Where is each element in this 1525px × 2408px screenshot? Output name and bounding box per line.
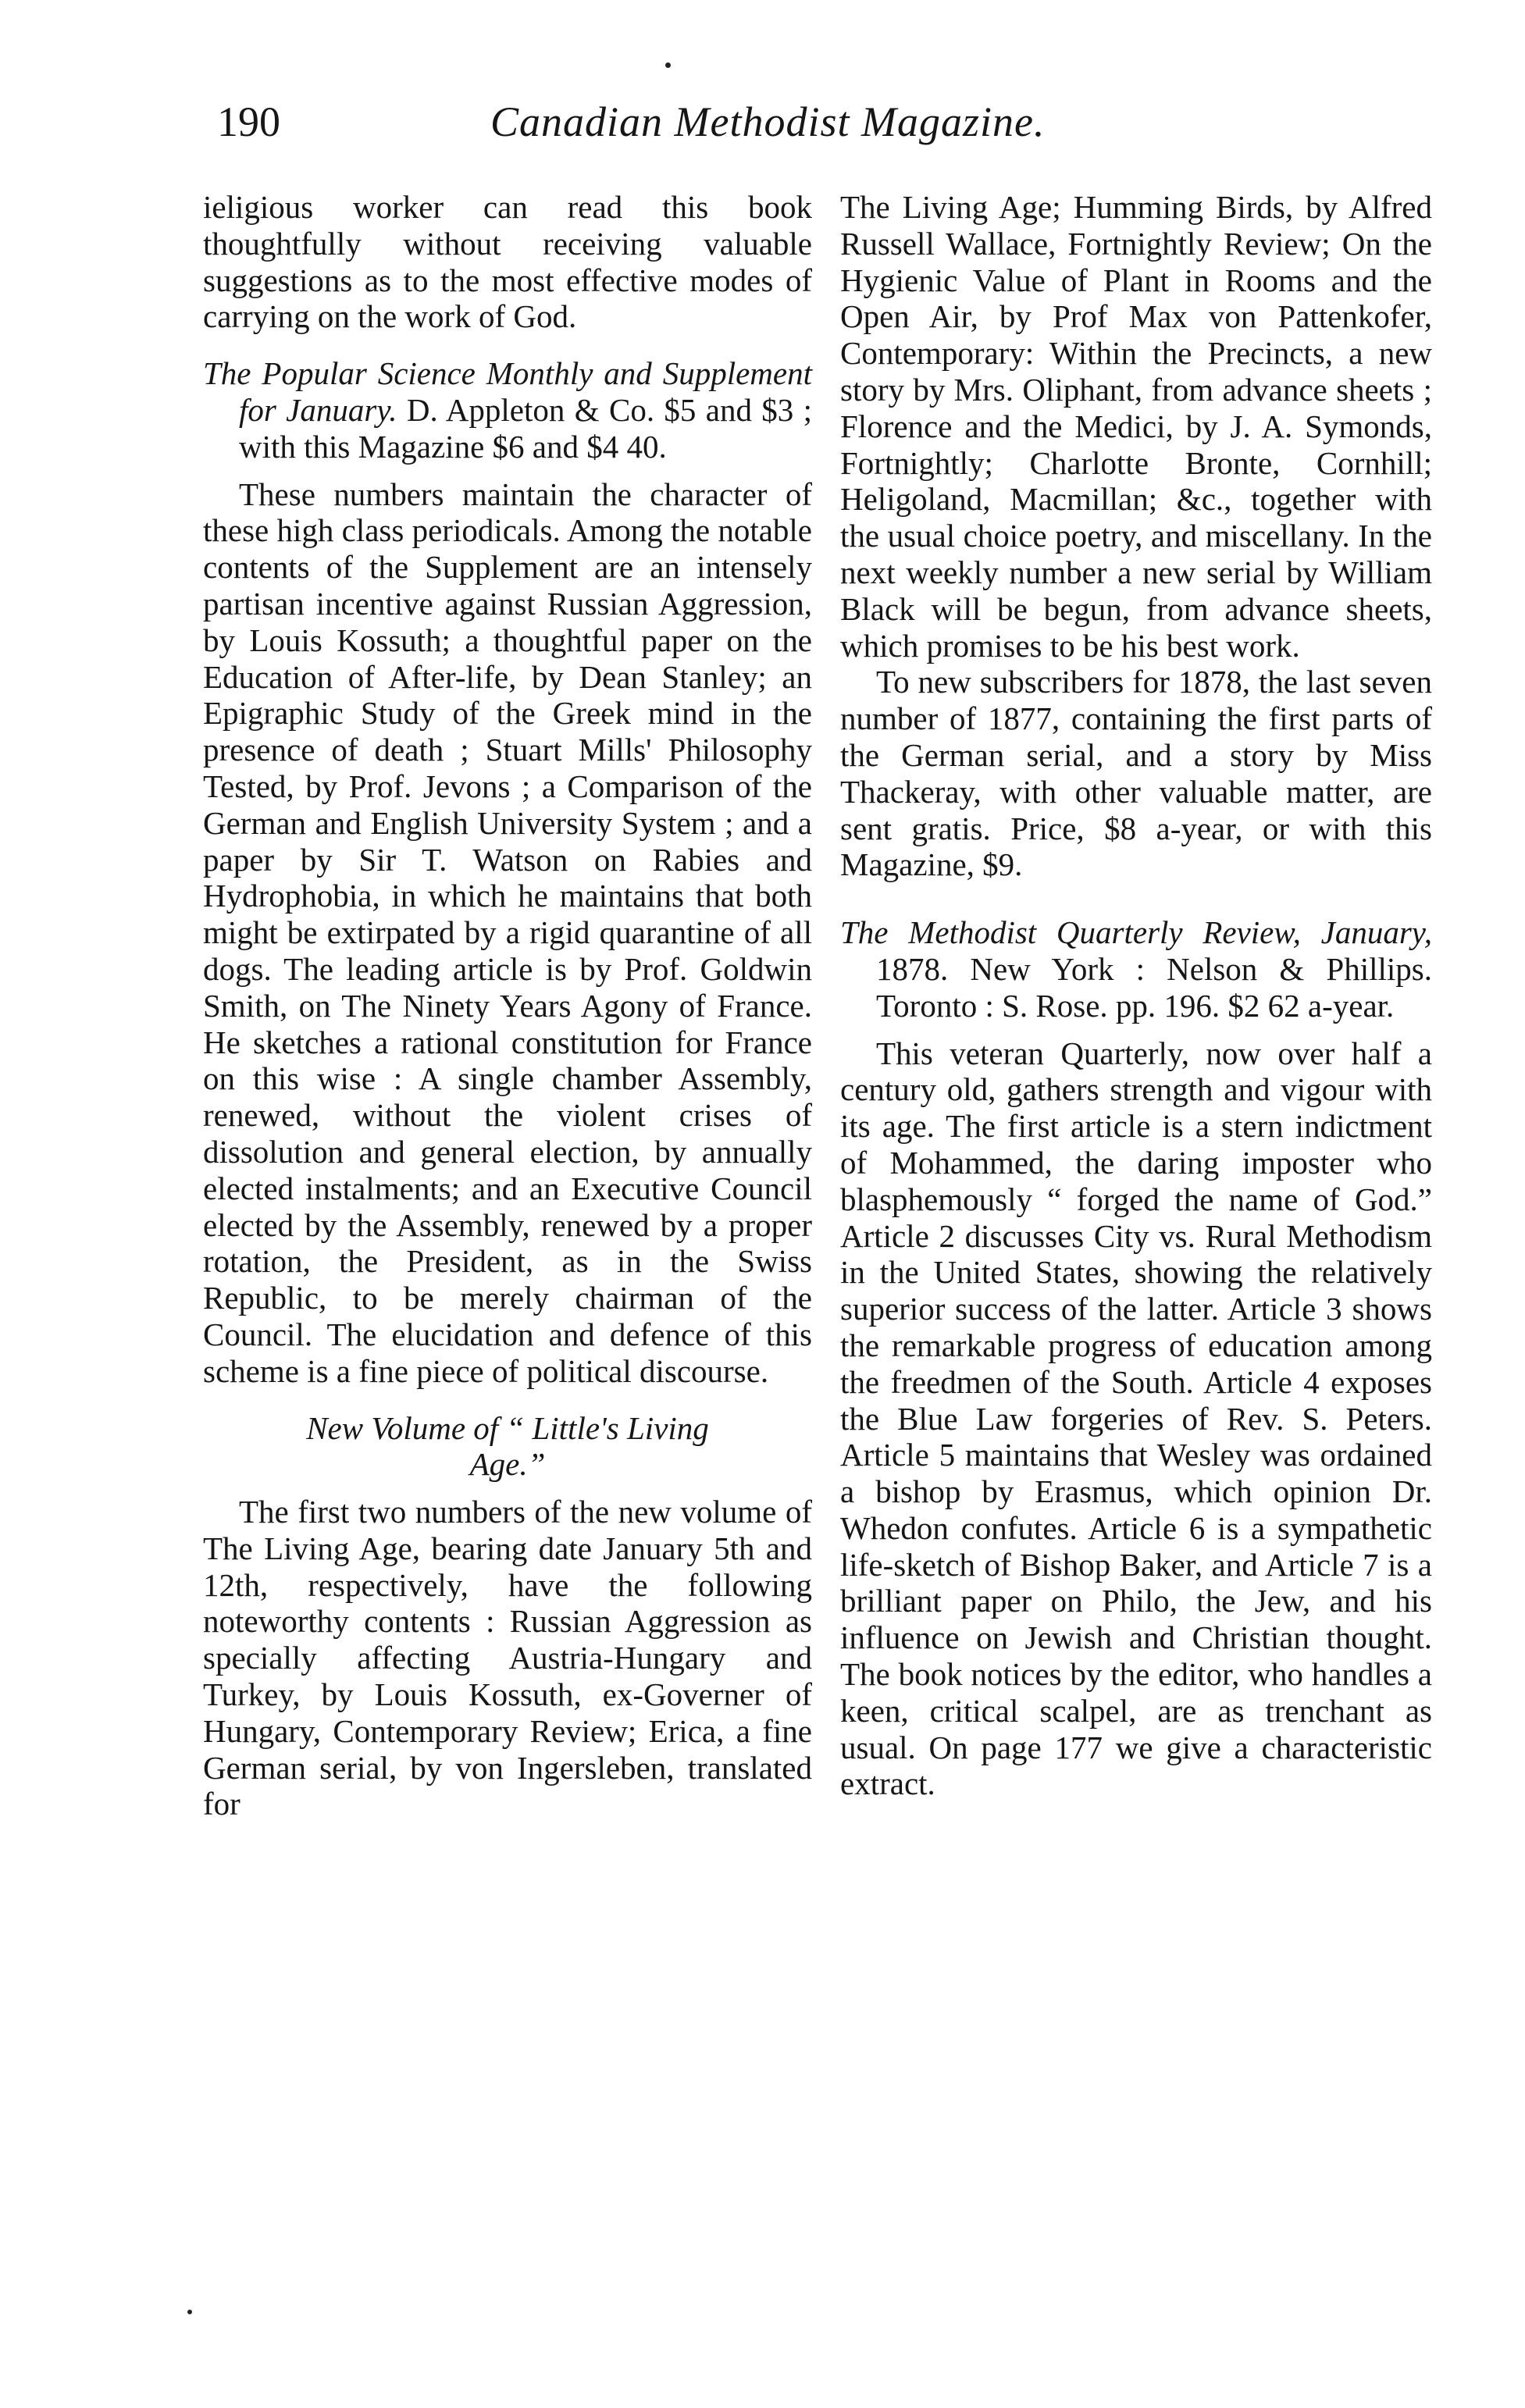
section-heading-line: Age.”: [469, 1446, 546, 1483]
paragraph: The first two numbers of the new volume of The Living Age, bearing date January 5th and 12th, respectively, have the following noteworthy contents : Russian Aggression as specially affecting Austria-Hungary and Turkey, by Louis Kossuth, ex-Governer of Hungary, Contemporary Review; Erica, a fine German serial, by von Ingersleben, translated for: [203, 1494, 812, 1822]
paragraph: This veteran Quarterly, now over half a century old, gathers strength and vigour with its age. The first article is a stern indictment of Mohammed, the daring imposter who blasphemously “ forged the name of God.” Article 2 discusses City vs. Rural Methodism in the United States, showing the relatively superior success of the latter. Article 3 shows the remarkable progress of education among the freedmen of the South. Article 4 exposes the Blue Law forgeries of Rev. S. Peters. Article 5 maintains that Wesley was ordained a bishop by Erasmus, which opinion Dr. Whedon confutes. Article 6 is a sympathetic life-sketch of Bishop Baker, and Article 7 is a brilliant paper on Philo, the Jew, and his influence on Jewish and Christian thought. The book notices by the editor, who handles a keen, critical scalpel, are as trenchant as usual. On page 177 we give a characteristic extract.: [840, 1035, 1432, 1802]
running-title: Canadian Methodist Magazine.: [490, 98, 1046, 145]
ink-speck: [665, 62, 671, 68]
paragraph: These numbers maintain the character of these high class periodicals. Among the notable contents of the Supplement are an intensely partisan incentive against Russian Aggression, by Louis Kossuth; a thoughtful paper on the Education of After-life, by Dean Stanley; an Epigraphic Study of the Greek mind in the presence of death ; Stuart Mills' Philosophy Tested, by Prof. Jevons ; a Comparison of the German and English University System ; and a paper by Sir T. Watson on Rabies and Hydrophobia, in which he maintains that both might be extirpated by a rigid quarantine of all dogs. The leading article is by Prof. Goldwin Smith, on The Ninety Years Agony of France. He sketches a rational constitution for France on this wise : A single chamber Assembly, renewed, without the violent crises of dissolution and general election, by annually elected instalments; and an Executive Council elected by the Assembly, renewed by a proper rotation, the President, as in the Swiss Republic, to be merely chairman of the Council. The elucidation and defence of this scheme is a fine piece of political discourse.: [203, 476, 812, 1389]
paragraph: ieligious worker can read this book thoughtfully without receiving valuable suggestions as to the most effective modes of carrying on the work of God.: [203, 189, 812, 335]
page-header: [0, 94, 1525, 156]
section-heading-living-age: [203, 1410, 812, 1484]
page-number: 190: [217, 98, 280, 145]
review-title: The Methodist Quarterly Review, January,: [840, 914, 1432, 951]
ink-speck: [187, 2310, 192, 2314]
paragraph: To new subscribers for 1878, the last seven number of 1877, containing the first parts of the German serial, and a story by Miss Thackeray, with other valuable matter, are sent gratis. Price, $8 a-year, or with this Magazine, $9.: [840, 664, 1432, 883]
review-publication: 1878. New York : Nelson & Phillips. Toronto : S. Rose. pp. 196. $2 62 a-year.: [876, 950, 1432, 1024]
right-column: [840, 189, 1432, 1802]
review-heading-methodist-quarterly: [840, 914, 1432, 1024]
section-heading-line: New Volume of “ Little's Living: [306, 1409, 709, 1446]
review-publication: D. Appleton & Co. $5 and $3 ; with this Magazine $6 and $4 40.: [239, 391, 813, 465]
review-heading-popular-science: [203, 355, 812, 465]
review-title: The Popular Science Monthly and Supplement for January.: [203, 355, 812, 428]
left-column: [203, 189, 812, 1822]
paragraph: The Living Age; Humming Birds, by Alfred Russell Wallace, Fortnightly Review; On the Hygienic Value of Plant in Rooms and the Open Air, by Prof Max von Pattenkofer, Contemporary: Within the Precincts, a new story by Mrs. Oliphant, from advance sheets ; Florence and the Medici, by J. A. Symonds, Fortnightly; Charlotte Bronte, Cornhill; Heligoland, Macmillan; &c., together with the usual choice poetry, and miscellany. In the next weekly number a new serial by William Black will be begun, from advance sheets, which promises to be his best work.: [840, 189, 1432, 664]
